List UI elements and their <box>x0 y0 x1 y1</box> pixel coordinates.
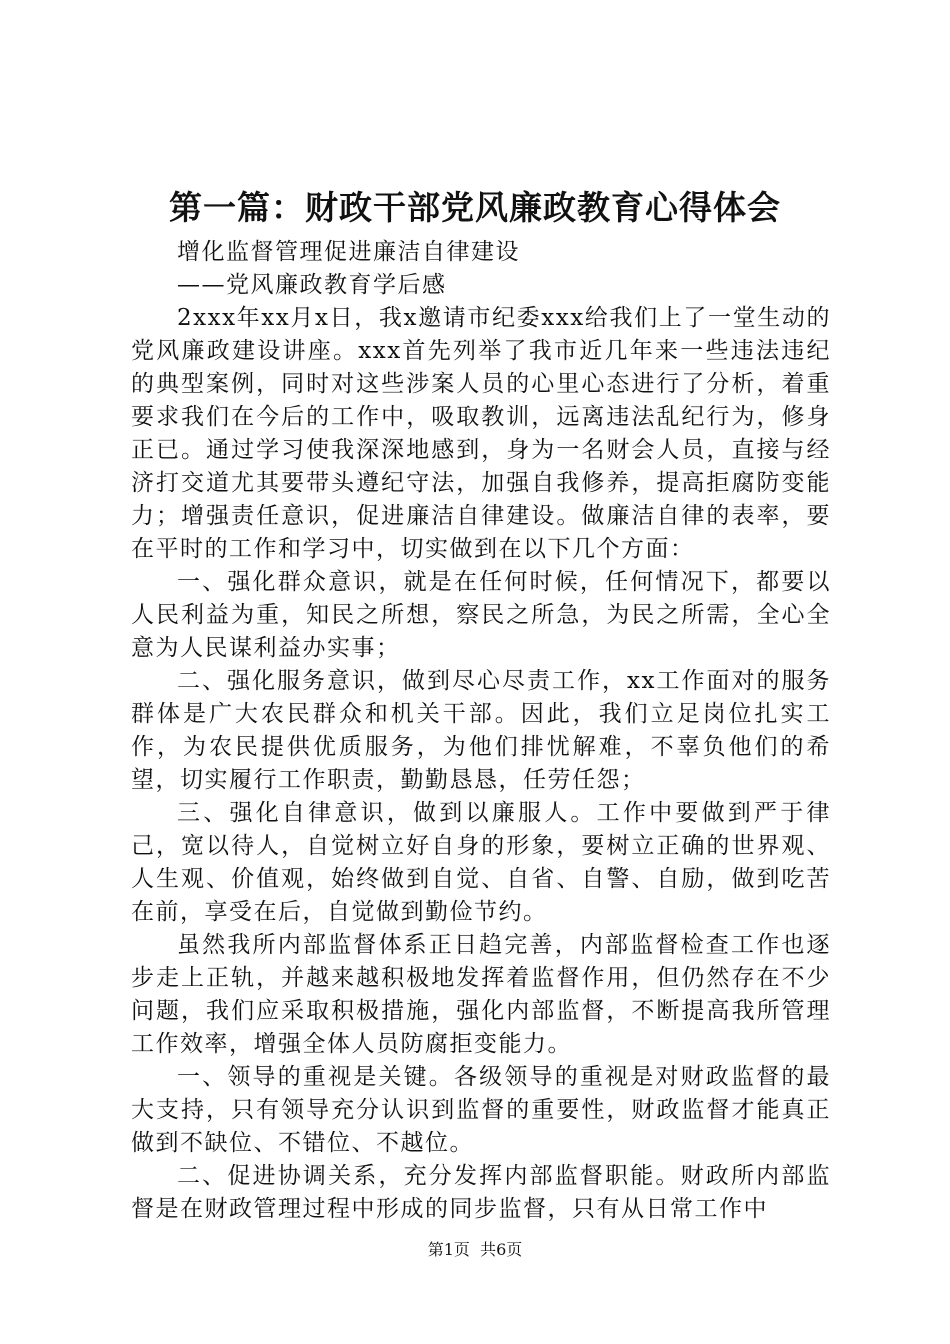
body-paragraph: 二、促进协调关系，充分发挥内部监督职能。财政所内部监督是在财政管理过程中形成的同步监督，只有从日常工作中 <box>131 1163 831 1222</box>
body-paragraph: 二、强化服务意识，做到尽心尽责工作，xx工作面对的服务群体是广大农民群众和机关干部。因此，我们立足岗位扎实工作，为农民提供优质服务，为他们排忧解难，不辜负他们的希望，切实履行工作职责，勤勤恳恳，任劳任怨； <box>131 668 831 793</box>
document-title: 第一篇：财政干部党风廉政教育心得体会 <box>169 188 781 227</box>
page-number: 第1页 <box>427 1240 470 1259</box>
body-paragraph: 三、强化自律意识，做到以廉服人。工作中要做到严于律己，宽以待人，自觉树立好自身的形象，要树立正确的世界观、人生观、价值观，始终做到自觉、自省、自警、自励，做到吃苦在前，享受在后，自觉做到勤俭节约。 <box>131 800 831 925</box>
page-footer <box>0 1238 950 1262</box>
body-paragraph: 一、领导的重视是关键。各级领导的重视是对财政监督的最大支持，只有领导充分认识到监督的重要性，财政监督才能真正做到不缺位、不错位、不越位。 <box>131 1064 831 1156</box>
document-body <box>131 236 831 1226</box>
body-paragraph: 一、强化群众意识，就是在任何时候，任何情况下，都要以人民利益为重，知民之所想，察民之所急，为民之所需，全心全意为人民谋利益办实事； <box>131 569 831 661</box>
subtitle-line: ——党风廉政教育学后感 <box>177 272 447 298</box>
page-total: 共6页 <box>480 1240 523 1259</box>
body-paragraph: 2xxx年xx月x日，我x邀请市纪委xxx给我们上了一堂生动的党风廉政建设讲座。xxx首先列举了我市近几年来一些违法违纪的典型案例，同时对这些涉案人员的心里心态进行了分析，着重要求我们在今后的工作中，吸取教训，远离违法乱纪行为，修身正已。通过学习使我深深地感到，身为一名财会人员，直接与经济打交道尤其要带头遵纪守法，加强自我修养，提高拒腐防变能力；增强责任意识，促进廉洁自律建设。做廉洁自律的表率，要在平时的工作和学习中，切实做到在以下几个方面： <box>131 305 831 562</box>
body-paragraph: 虽然我所内部监督体系正日趋完善，内部监督检查工作也逐步走上正轨，并越来越积极地发挥着监督作用，但仍然存在不少问题，我们应采取积极措施，强化内部监督，不断提高我所管理工作效率，增强全体人员防腐拒变能力。 <box>131 932 831 1057</box>
subtitle-line: 增化监督管理促进廉洁自律建设 <box>177 239 520 265</box>
